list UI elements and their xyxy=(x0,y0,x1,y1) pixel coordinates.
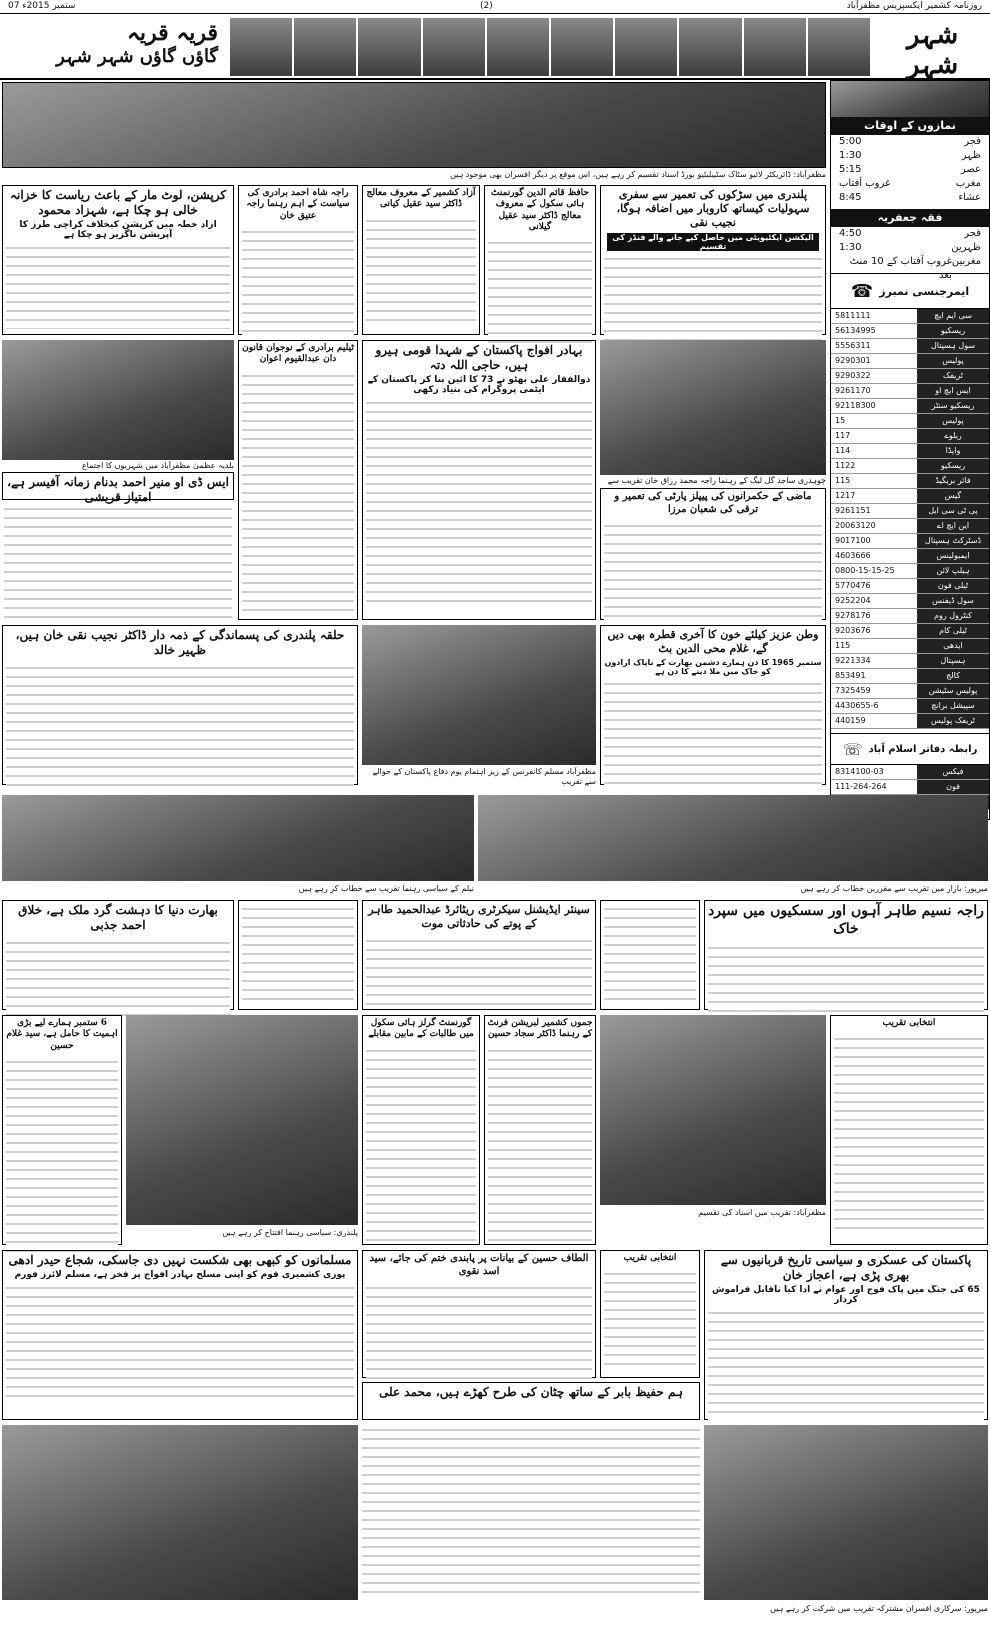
row-label: ریلوے xyxy=(917,429,989,443)
phone-icon: ☎ xyxy=(850,280,874,302)
photo-bottom-left xyxy=(2,1425,358,1600)
headline: آزاد کشمیر کے معروف معالج ڈاکٹر سید عقیل کیانی xyxy=(366,188,476,210)
row-value: 9290322 xyxy=(835,371,871,380)
row-value: 5770476 xyxy=(835,581,871,590)
row-label: پولیس xyxy=(917,414,989,428)
headline: ایس ڈی او منیر احمد بدنام زمانہ آفیسر ہے، امتیاز قریشی xyxy=(7,475,229,504)
photo-bottom-right xyxy=(704,1425,988,1600)
headline: ٹیلیم برادری کے نوجوان قانون دان عبدالقیوم اعوان xyxy=(242,343,354,365)
phone-list-row xyxy=(831,444,989,459)
photo-r3 xyxy=(362,625,596,765)
subheadline: 65 کی جنگ میں پاک فوج اور عوام نے ادا کیا ناقابل فراموش کردار xyxy=(712,1285,980,1305)
row-value: 9221334 xyxy=(835,656,871,665)
row-value: 1:30 xyxy=(839,150,862,161)
story-r2c1-head xyxy=(2,472,234,504)
story-r6c4 xyxy=(362,1382,700,1420)
phone-list-row xyxy=(831,414,989,429)
contact-list-row xyxy=(831,780,989,795)
pray-list-row xyxy=(831,163,989,177)
row-label: فائر بریگیڈ xyxy=(917,474,989,488)
row-label: سول ڈیفنس xyxy=(917,594,989,608)
row-value: 1:30 xyxy=(839,242,862,253)
headline: بھارت دنیا کا دہشت گرد ملک ہے، خلاق احمد جذبی xyxy=(18,903,218,932)
subheadline: ستمبر 1965 کا دن ہمارے دشمن بھارت کے ناپاک ارادوں کو خاک میں ملا دینے کا دن ہے xyxy=(604,657,822,676)
row-value: 9203676 xyxy=(835,626,871,635)
phone-list-row xyxy=(831,354,989,369)
row-value: غروب آفتاب کے 10 منٹ بعد xyxy=(849,256,952,281)
row-value: 4430655-6 xyxy=(835,701,879,710)
headline: گورنمنٹ گرلز ہائی سکول میں طالبات کے مابین مقابلے xyxy=(368,1018,474,1040)
phone-list-row xyxy=(831,654,989,669)
emergency-header xyxy=(831,273,989,309)
strip-photo-right xyxy=(478,795,988,881)
phone-list-row xyxy=(831,519,989,534)
phone-list-row xyxy=(831,684,989,699)
subheadline: ذوالفقار علی بھٹو نے 73 کا آئین بنا کر پاکستان کے ایٹمی پروگرام کی بنیاد رکھی xyxy=(367,375,591,395)
row-value: 115 xyxy=(835,641,851,650)
section-tagline xyxy=(8,20,218,76)
row-value: 56134995 xyxy=(835,326,876,335)
top-photo-caption: مظفرآباد: ڈائریکٹر لائیو سٹاک سٹیبلیٹیو بورڈ اسناد تقسیم کر رہے ہیں، اس موقع پر دیگر افسران بھی موجود ہیں xyxy=(450,170,826,179)
row-label: فیکس xyxy=(917,765,989,779)
row-value: 92118300 xyxy=(835,401,876,410)
headline: پاکستان کی عسکری و سیاسی تاریخ قربانیوں سے بھری پڑی ہے، اعجاز خان xyxy=(720,1253,972,1282)
story-r3c4 xyxy=(600,625,826,785)
story-r1c3 xyxy=(362,185,480,335)
pray-list-row xyxy=(831,135,989,149)
banner-photo-strip xyxy=(230,18,870,76)
row-value: 9261151 xyxy=(835,506,871,515)
phone-list-row xyxy=(831,339,989,354)
strip-caption-right: میرپور: بازار میں تقریب سے مقررین خطاب کر رہے ہیں xyxy=(800,884,988,893)
story-body xyxy=(366,936,592,1006)
story-body xyxy=(366,1046,476,1241)
phone-list-row xyxy=(831,534,989,549)
row-label: پولیس سٹیشن xyxy=(917,684,989,698)
banner-photo xyxy=(808,18,870,76)
row-value: 0800-15-15-25 xyxy=(835,566,895,575)
subheadline: آزاد خطہ میں کرپشن کیخلاف کراچی طرز کا آپریشن ناگزیر ہو چکا ہے xyxy=(19,220,217,240)
mosque-image xyxy=(831,81,989,117)
row-value: 9017100 xyxy=(835,536,871,545)
row-label: ایس ایچ او xyxy=(917,384,989,398)
story-body xyxy=(6,243,230,329)
phone-list-row xyxy=(831,309,989,324)
row-label: ٹریفک پولیس xyxy=(917,714,989,728)
row-label: عصر xyxy=(960,164,981,175)
contact-list-row xyxy=(831,765,989,780)
story-body xyxy=(6,1283,354,1403)
contact-header xyxy=(831,733,989,765)
prayer-times-list xyxy=(831,135,989,205)
story-r4c3 xyxy=(362,900,596,1010)
story-r5c4 xyxy=(484,1015,596,1245)
row-label: گیس xyxy=(917,489,989,503)
prayer-times-title: نمازوں کے اوقات xyxy=(831,117,989,135)
row-value: 9261170 xyxy=(835,386,871,395)
banner-photo xyxy=(615,18,677,76)
story-r6c1 xyxy=(2,1250,358,1420)
headline: الطاف حسین کے بیانات پر پابندی ختم کی جائے، سید اسد نقوی xyxy=(369,1253,589,1277)
emergency-title: ایمرجنسی نمبرز xyxy=(879,284,970,298)
story-body xyxy=(366,216,476,326)
row-label: فون xyxy=(917,780,989,794)
story-body xyxy=(366,398,592,608)
row-value: 5:00 xyxy=(839,136,862,147)
page-number: (2) xyxy=(480,1,493,11)
photo-r5-left xyxy=(126,1015,358,1225)
headline: حلقہ پلندری کی پسماندگی کے ذمہ دار ڈاکٹر نجیب نقی خان ہیں، ظہیر خالد xyxy=(15,628,345,657)
row-label: فجر xyxy=(964,136,981,147)
story-r1c1 xyxy=(2,185,234,335)
row-value: 115 xyxy=(835,476,851,485)
row-label: ہیلپ لائن xyxy=(917,564,989,578)
story-body xyxy=(834,1034,984,1234)
banner-photo xyxy=(294,18,356,76)
row-value: 9252204 xyxy=(835,596,871,605)
row-value: 114 xyxy=(835,446,851,455)
caption-r3: مظفرآباد مسلم کانفرنس کے زیر اہتمام یوم دفاع پاکستان کے حوالے سے تقریب xyxy=(372,767,596,786)
banner-photo xyxy=(744,18,806,76)
phone-list-row xyxy=(831,474,989,489)
strip-photo-left xyxy=(2,795,474,881)
story-r6c3 xyxy=(704,1250,988,1420)
caption-r5-right: مظفرآباد: تقریب میں اسناد کی تقسیم xyxy=(698,1208,826,1217)
top-photo xyxy=(2,82,826,168)
story-body xyxy=(6,1057,118,1252)
caption-bottom: میرپور: سرکاری افسران مشترکہ تقریب میں شرکت کر رہے ہیں xyxy=(770,1604,988,1613)
story-r2c1-body xyxy=(4,504,232,619)
row-label: کنٹرول روم xyxy=(917,609,989,623)
caption-r5-left: پلندری: سیاسی رہنما افتتاح کر رہے ہیں xyxy=(222,1228,358,1237)
story-r5c3 xyxy=(362,1015,480,1245)
headline: کرپشن، لوٹ مار کے باعث ریاست کا خزانہ خالی ہو چکا ہے، شہزاد محمود xyxy=(9,188,227,217)
headline: راجہ شاہ احمد برادری کی سیاست کے اہم رہنما راجہ عتیق خان xyxy=(246,188,350,221)
photo-r5-right xyxy=(600,1015,826,1205)
headline: حافظ قائم الدین گورنمنٹ ہائی سکول کے معروف معالج ڈاکٹر سید عقیل گیلانی xyxy=(491,188,589,232)
story-body xyxy=(488,238,592,348)
tagline-line1: قریہ قریہ xyxy=(127,20,218,46)
banner-photo xyxy=(551,18,613,76)
story-r6c2 xyxy=(362,1250,596,1378)
row-value: 15 xyxy=(835,416,846,425)
photo-r2-right xyxy=(600,340,826,475)
row-value: 117 xyxy=(835,431,851,440)
story-bottom-middle xyxy=(362,1425,700,1600)
row-value: 1122 xyxy=(835,461,856,470)
caption-r2-left: بلدیہ عظمیٰ مظفرآباد میں شہریوں کا اجتماع xyxy=(81,461,234,470)
story-body xyxy=(366,1283,592,1383)
row-value: 5556311 xyxy=(835,341,871,350)
headline: جموں کشمیر لبریشن فرنٹ کے رہنما ڈاکٹر سجاد حسین xyxy=(487,1018,593,1040)
phone-list-row xyxy=(831,504,989,519)
headline: انتخابی تقریب xyxy=(882,1018,936,1028)
phone-list-row xyxy=(831,714,989,729)
story-body xyxy=(708,1308,984,1420)
headline: وطن عزیز کیلئے خون کا آخری قطرہ بھی دیں گے، غلام محی الدین بٹ xyxy=(607,628,819,655)
row-label: ریسکیو xyxy=(917,459,989,473)
headline: بہادر افواج پاکستان کے شہدا قومی ہیرو ہیں، حاجی اللہ دتہ xyxy=(375,343,583,372)
row-label: ایمبولینس xyxy=(917,549,989,563)
phone-list-row xyxy=(831,399,989,414)
row-label: ٹیلی فون xyxy=(917,579,989,593)
story-body xyxy=(6,663,354,793)
row-value: 7325459 xyxy=(835,686,871,695)
row-value: 440159 xyxy=(835,716,866,725)
row-label: ٹریفک xyxy=(917,369,989,383)
row-label: ایدھی xyxy=(917,639,989,653)
row-value: 853491 xyxy=(835,671,866,680)
issue-date: 07 ستمبر 2015ء xyxy=(8,1,76,11)
row-label: سپیشل برانچ xyxy=(917,699,989,713)
story-body xyxy=(604,254,822,344)
banner-photo xyxy=(358,18,420,76)
subheadline: پوری کشمیری قوم کو اپنی مسلح بہادر افواج پر فخر ہے، مسلم لائرز فورم xyxy=(14,1270,346,1280)
pray-list-row xyxy=(831,191,989,205)
jafria-list-row xyxy=(831,227,989,241)
phone-list-row xyxy=(831,384,989,399)
row-value: 8:45 xyxy=(839,192,862,203)
row-value: 4:50 xyxy=(839,228,862,239)
phone-list-row xyxy=(831,594,989,609)
jafria-list-row xyxy=(831,255,989,281)
tagline-line2: گاؤں گاؤں شہر شہر xyxy=(56,46,218,67)
jafria-list xyxy=(831,227,989,281)
story-r2c2 xyxy=(238,340,358,620)
phone-list-row xyxy=(831,669,989,684)
row-value: 111-264-264 xyxy=(835,782,887,791)
story-r1c2 xyxy=(238,185,358,335)
headline: سینئر ایڈیشنل سیکرٹری ریٹائرڈ عبدالحمید طاہر کے پوتے کی حادثاتی موت xyxy=(368,903,590,930)
row-label: عشاء xyxy=(958,192,981,203)
row-label: واپڈا xyxy=(917,444,989,458)
headline: 6 ستمبر ہمارے لیے بڑی اہمیت کا حامل ہے، سید غلام حسین xyxy=(6,1018,118,1051)
fax-icon: ☏ xyxy=(842,739,863,759)
phone-list-row xyxy=(831,699,989,714)
story-body xyxy=(604,521,822,621)
phone-list-row xyxy=(831,564,989,579)
row-label: ریسکیو سنٹر xyxy=(917,399,989,413)
phone-list-row xyxy=(831,624,989,639)
caption-r2-right: چوہدری ساجد گل لیگ کے رہنما راجہ محمد رزاق خان تقریب سے xyxy=(607,476,826,485)
row-label: ظہرین xyxy=(951,242,981,253)
banner-photo xyxy=(423,18,485,76)
sidebar xyxy=(830,80,990,820)
phone-list-row xyxy=(831,579,989,594)
row-value: 9278176 xyxy=(835,611,871,620)
story-r6c5 xyxy=(600,1250,700,1378)
jafria-title: فقہ جعفریہ xyxy=(831,209,989,227)
row-label: ڈسٹرکٹ ہسپتال xyxy=(917,534,989,548)
phone-list-row xyxy=(831,549,989,564)
row-value: 5:15 xyxy=(839,164,862,175)
story-body xyxy=(604,904,696,1004)
phone-list-row xyxy=(831,429,989,444)
row-value: 9290301 xyxy=(835,356,871,365)
row-value: غروب آفتاب xyxy=(839,178,891,189)
headline: ماضی کے حکمرانوں کی پیپلز پارٹی کی تعمیر و ترقی کی شعبان مرزا xyxy=(614,491,812,515)
phone-list-row xyxy=(831,369,989,384)
story-body xyxy=(604,1269,696,1369)
row-value: 1217 xyxy=(835,491,856,500)
phone-list-row xyxy=(831,459,989,474)
section-logo: شہر شہر xyxy=(906,20,959,80)
phone-list-row xyxy=(831,324,989,339)
row-label: کالج xyxy=(917,669,989,683)
story-body xyxy=(242,227,354,337)
subheadline: الیکشن ایکٹیویٹی میں حاصل کیے جانے والے فنڈز کی تقسیم xyxy=(607,233,819,251)
pray-list-row xyxy=(831,177,989,191)
row-value: 8314100-03 xyxy=(835,767,884,776)
row-label: مغرب xyxy=(955,178,981,189)
banner-photo xyxy=(230,18,292,76)
emergency-list xyxy=(831,309,989,729)
row-value: 5811111 xyxy=(835,311,871,320)
row-label: این ایچ اے xyxy=(917,519,989,533)
story-r2c3 xyxy=(362,340,596,620)
story-body xyxy=(242,904,354,1004)
headline: انتخابی تقریب xyxy=(623,1253,677,1263)
row-label: ظہر xyxy=(961,150,981,161)
row-label: سی ایم ایچ xyxy=(917,309,989,323)
story-body xyxy=(604,679,822,789)
row-value: 20063120 xyxy=(835,521,876,530)
phone-list-row xyxy=(831,489,989,504)
story-r5c1 xyxy=(2,1015,122,1245)
publication-name: روزنامہ کشمیر ایکسپریس مظفرآباد xyxy=(846,1,982,11)
story-body xyxy=(6,938,230,1018)
strip-caption-left: نیلم کے سیاسی رہنما تقریب سے خطاب کر رہے ہیں xyxy=(298,884,474,893)
banner-photo xyxy=(487,18,549,76)
story-body xyxy=(242,371,354,611)
row-label: مغربین xyxy=(951,256,981,267)
phone-list-row xyxy=(831,639,989,654)
headline: مسلمانوں کو کبھی بھی شکست نہیں دی جاسکی، شجاع حیدر ادھی xyxy=(8,1253,352,1267)
banner-photo xyxy=(679,18,741,76)
story-r3c1 xyxy=(2,625,358,785)
headline: راجہ نسیم طاہر آہوں اور سسکیوں میں سپرد خاک xyxy=(708,903,984,937)
row-label: ریسکیو xyxy=(917,324,989,338)
story-r4c2 xyxy=(238,900,358,1010)
story-r2c4 xyxy=(600,488,826,620)
phone-list-row xyxy=(831,609,989,624)
jafria-list-row xyxy=(831,241,989,255)
headline: ہم حفیظ بابر کے ساتھ چٹان کی طرح کھڑے ہیں، محمد علی xyxy=(378,1385,684,1399)
story-r1c5 xyxy=(600,185,826,335)
row-label: سول ہسپتال xyxy=(917,339,989,353)
story-r4c5 xyxy=(704,900,988,1010)
pray-list-row xyxy=(831,149,989,163)
row-label: ٹیلی کام xyxy=(917,624,989,638)
story-r4c1 xyxy=(2,900,234,1010)
story-r4c4 xyxy=(600,900,700,1010)
contact-title: رابطہ دفاتر اسلام آباد xyxy=(868,743,978,755)
row-label: پی ٹی سی ایل xyxy=(917,504,989,518)
photo-r2-left xyxy=(2,340,234,460)
row-label: پولیس xyxy=(917,354,989,368)
story-r1c4 xyxy=(484,185,596,335)
headline: پلندری میں سڑکوں کی تعمیر سے سفری سہولیات کیساتھ کاروبار میں اضافہ ہوگا، نجیب نقی xyxy=(616,188,810,229)
story-body xyxy=(488,1046,592,1241)
story-body xyxy=(708,943,984,1017)
row-label: فجر xyxy=(964,228,981,239)
row-value: 4603666 xyxy=(835,551,871,560)
row-label: ہسپتال xyxy=(917,654,989,668)
story-r5c5 xyxy=(830,1015,988,1245)
masthead-line xyxy=(0,0,990,14)
